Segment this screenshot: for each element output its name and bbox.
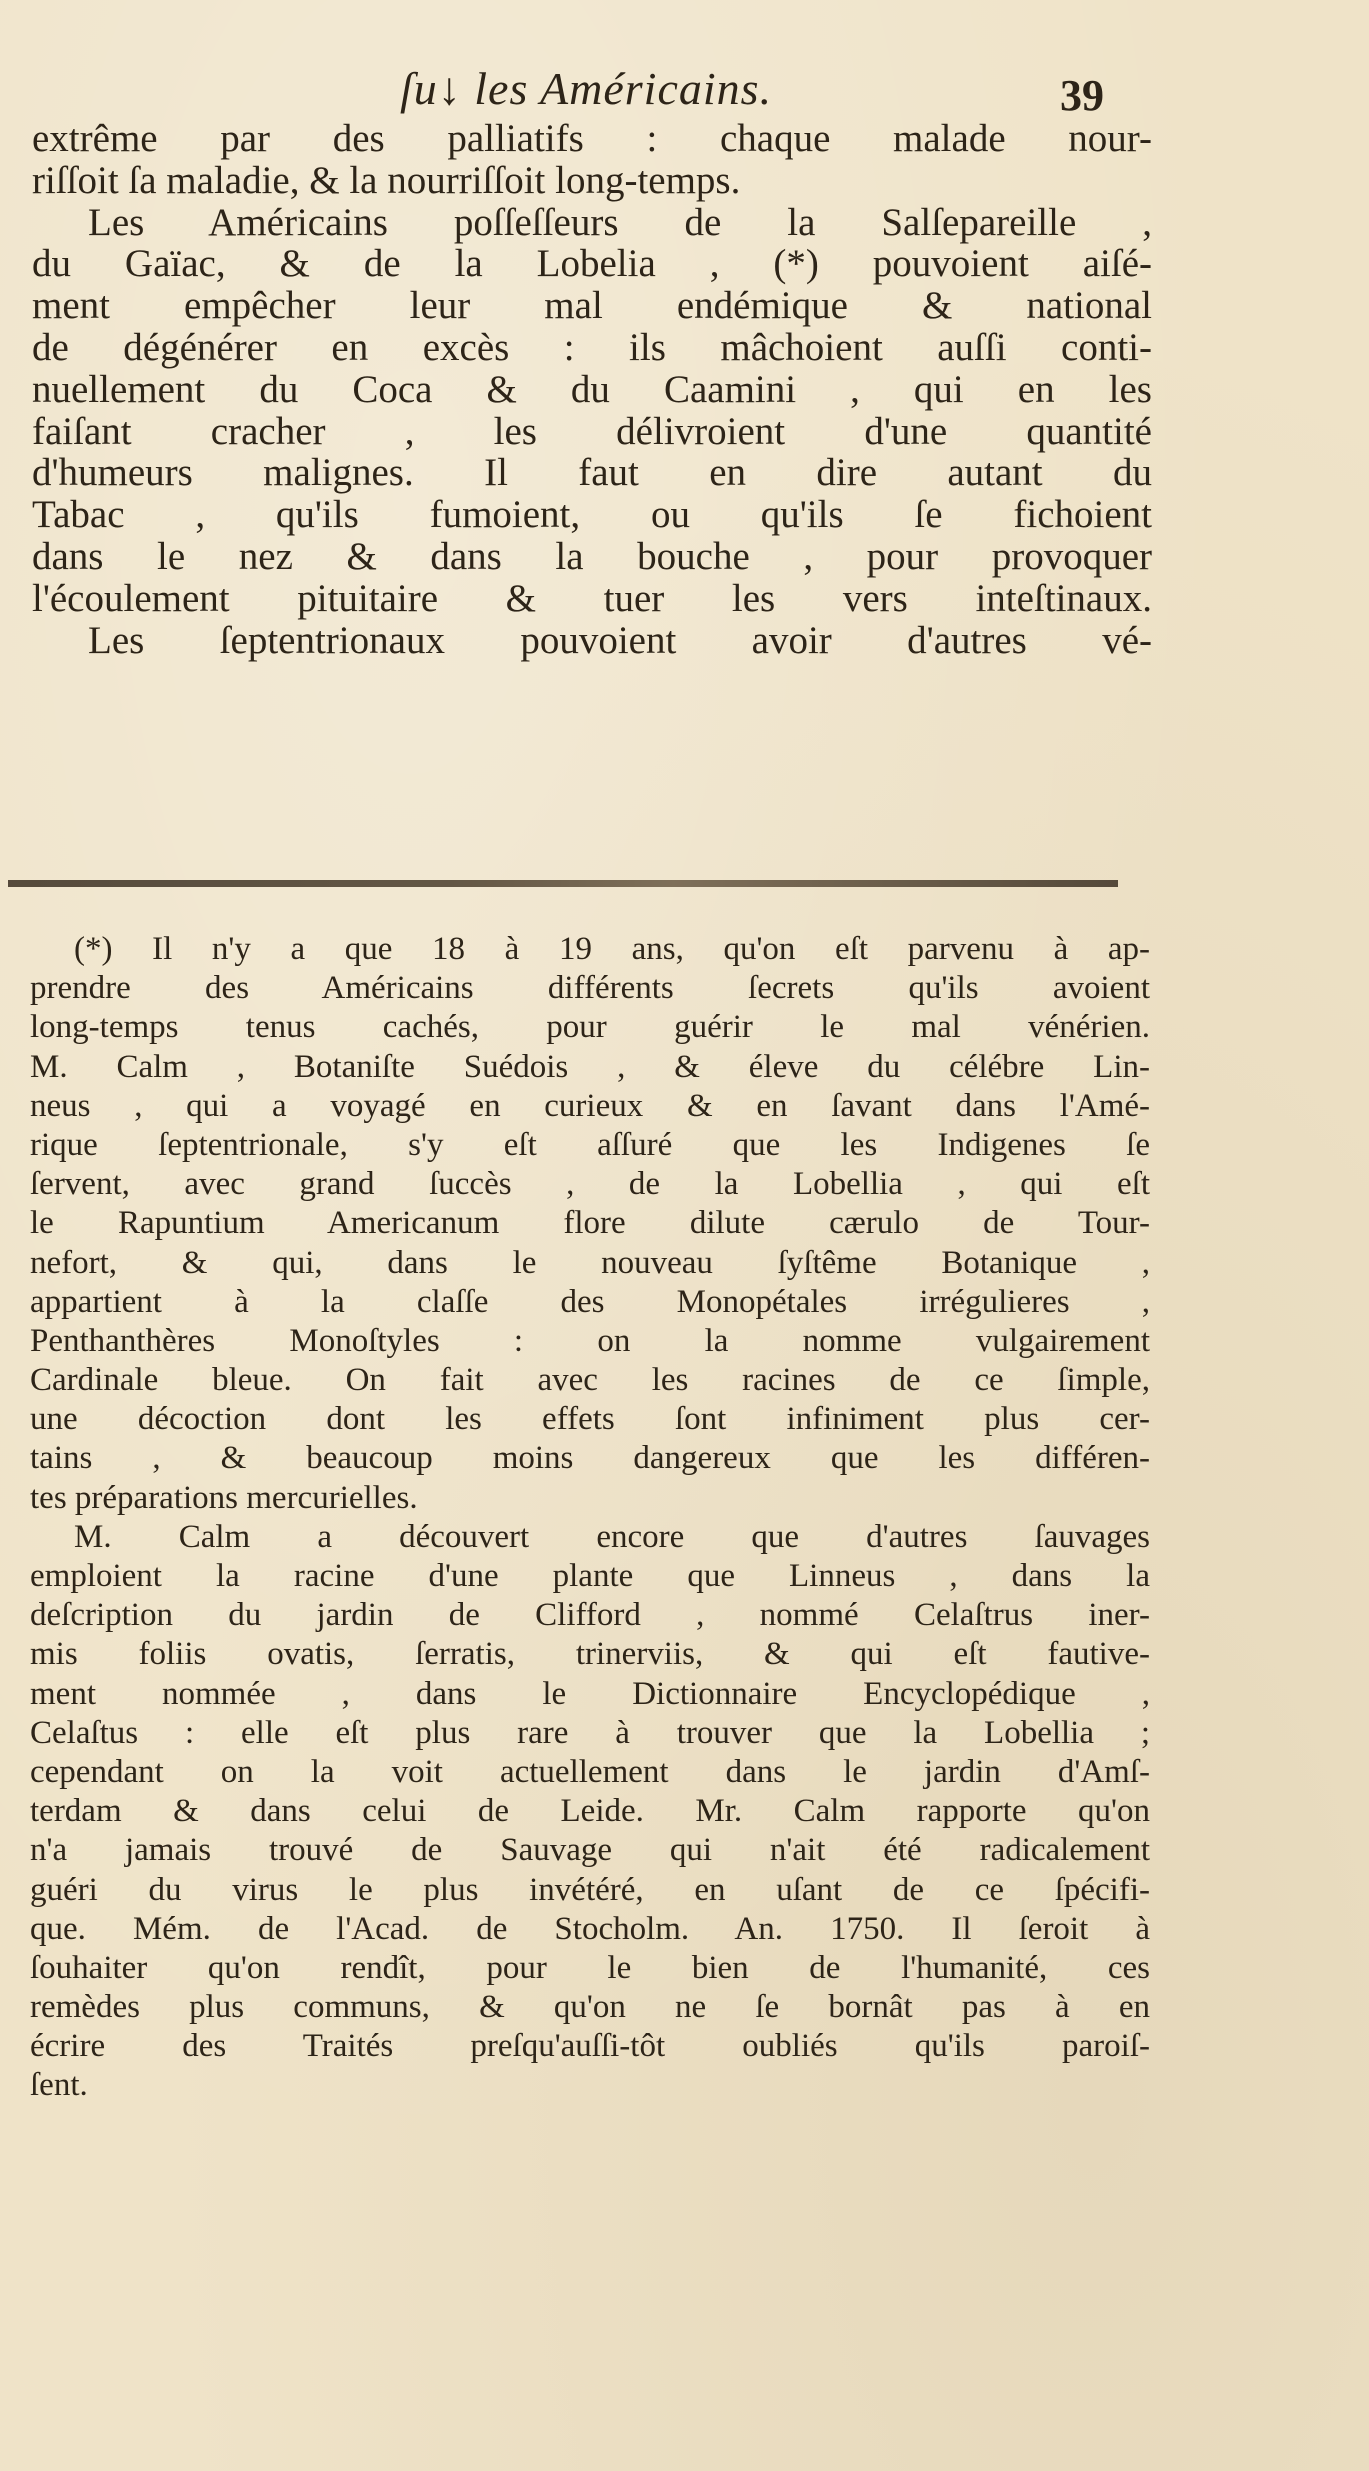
footnote-line: ment nommée , dans le Dictionnaire Encyclopédique , (30, 1675, 1150, 1712)
footnote-line: n'a jamais trouvé de Sauvage qui n'ait été radicalement (30, 1832, 1150, 1869)
main-text-line: du Gaïac, & de la Lobelia , (*) pouvoient aiſé- (32, 242, 1152, 286)
main-text-line: dans le nez & dans la bouche , pour provoquer (32, 534, 1152, 578)
footnote-line: Celaſtus : elle eſt plus rare à trouver que la Lobellia ; (30, 1714, 1150, 1751)
footnote-line: appartient à la claſſe des Monopétales irrégulieres , (30, 1283, 1150, 1320)
footnote-line: ſouhaiter qu'on rendît, pour le bien de l'humanité, ces (30, 1949, 1150, 1986)
footnote-line: remèdes plus communs, & qu'on ne ſe bornât pas à en (30, 1989, 1150, 2026)
footnote-separator-rule (8, 880, 1118, 887)
footnote-line: Penthanthères Monoſtyles : on la nomme vulgairement (30, 1322, 1150, 1359)
footnote-line: ſent. (30, 2067, 88, 2104)
footnote-line: deſcription du jardin de Clifford , nommé Celaſtrus iner- (30, 1597, 1150, 1634)
main-text-line: nuellement du Coca & du Caamini , qui en les (32, 367, 1152, 411)
footnote-line: tains , & beaucoup moins dangereux que les différen- (30, 1440, 1150, 1477)
footnote-line: cependant on la voit actuellement dans le jardin d'Amſ- (30, 1753, 1150, 1790)
footnote-line: nefort, & qui, dans le nouveau ſyſtême Botanique , (30, 1244, 1150, 1281)
main-text-line: extrême par des palliatifs : chaque malade nour- (32, 117, 1152, 160)
footnote-line: écrire des Traités preſqu'auſſi-tôt oubliés qu'ils paroiſ- (30, 2028, 1150, 2065)
main-text-line: Les ſeptentrionaux pouvoient avoir d'autres vé- (88, 618, 1152, 662)
main-text-line: d'humeurs malignes. Il faut en dire autant du (32, 451, 1152, 495)
footnote-line: une décoction dont les effets ſont infiniment plus cer- (30, 1401, 1150, 1438)
footnote-line: que. Mém. de l'Acad. de Stocholm. An. 1750. Il ſeroit à (30, 1910, 1150, 1947)
main-text-line: ment empêcher leur mal endémique & national (32, 284, 1152, 328)
footnote-line: neus , qui a voyagé en curieux & en ſavant dans l'Amé- (30, 1087, 1150, 1124)
footnote-line: long-temps tenus cachés, pour guérir le mal vénérien. (30, 1009, 1150, 1046)
main-text-line: de dégénérer en excès : ils mâchoient auſſi conti- (32, 325, 1152, 369)
footnote-line: Cardinale bleue. On fait avec les racines de ce ſimple, (30, 1362, 1150, 1399)
footnote (30, 930, 1150, 2106)
footnote-line: mis foliis ovatis, ſerratis, trinerviis, & qui eſt fautive- (30, 1636, 1150, 1673)
page-number: 39 (1060, 71, 1104, 120)
main-text-line: Tabac , qu'ils fumoient, ou qu'ils ſe fichoient (32, 493, 1152, 537)
running-title: ſu↓ les Américains. (400, 63, 773, 114)
footnote-line: le Rapuntium Americanum flore dilute cærulo de Tour- (30, 1205, 1150, 1242)
footnote-line: ſervent, avec grand ſuccès , de la Lobellia , qui eſt (30, 1166, 1150, 1203)
footnote-line: guéri du virus le plus invétéré, en uſant de ce ſpécifi- (30, 1871, 1150, 1908)
main-text-line: l'écoulement pituitaire & tuer les vers inteſtinaux. (32, 576, 1152, 620)
main-text (32, 118, 1152, 661)
footnote-line: emploient la racine d'une plante que Linneus , dans la (30, 1558, 1150, 1594)
footnote-line: (*) Il n'y a que 18 à 19 ans, qu'on eſt parvenu à ap- (74, 931, 1150, 967)
footnote-line: rique ſeptentrionale, s'y eſt aſſuré que les Indigenes ſe (30, 1126, 1150, 1163)
footnote-line: terdam & dans celui de Leide. Mr. Calm rapporte qu'on (30, 1793, 1150, 1830)
footnote-line: tes préparations mercurielles. (30, 1479, 418, 1516)
main-text-line: riſſoit ſa maladie, & la nourriſſoit long-temps. (32, 158, 741, 202)
footnote-line: M. Calm a découvert encore que d'autres ſauvages (74, 1518, 1150, 1555)
main-text-line: faiſant cracher , les délivroient d'une quantité (32, 409, 1152, 453)
main-text-line: Les Américains poſſeſſeurs de la Salſepareille , (88, 200, 1152, 244)
footnote-line: prendre des Américains différents ſecrets qu'ils avoient (30, 970, 1150, 1007)
footnote-line: M. Calm , Botaniſte Suédois , & éleve du célébre Lin- (30, 1048, 1150, 1085)
page-header (0, 62, 1369, 122)
